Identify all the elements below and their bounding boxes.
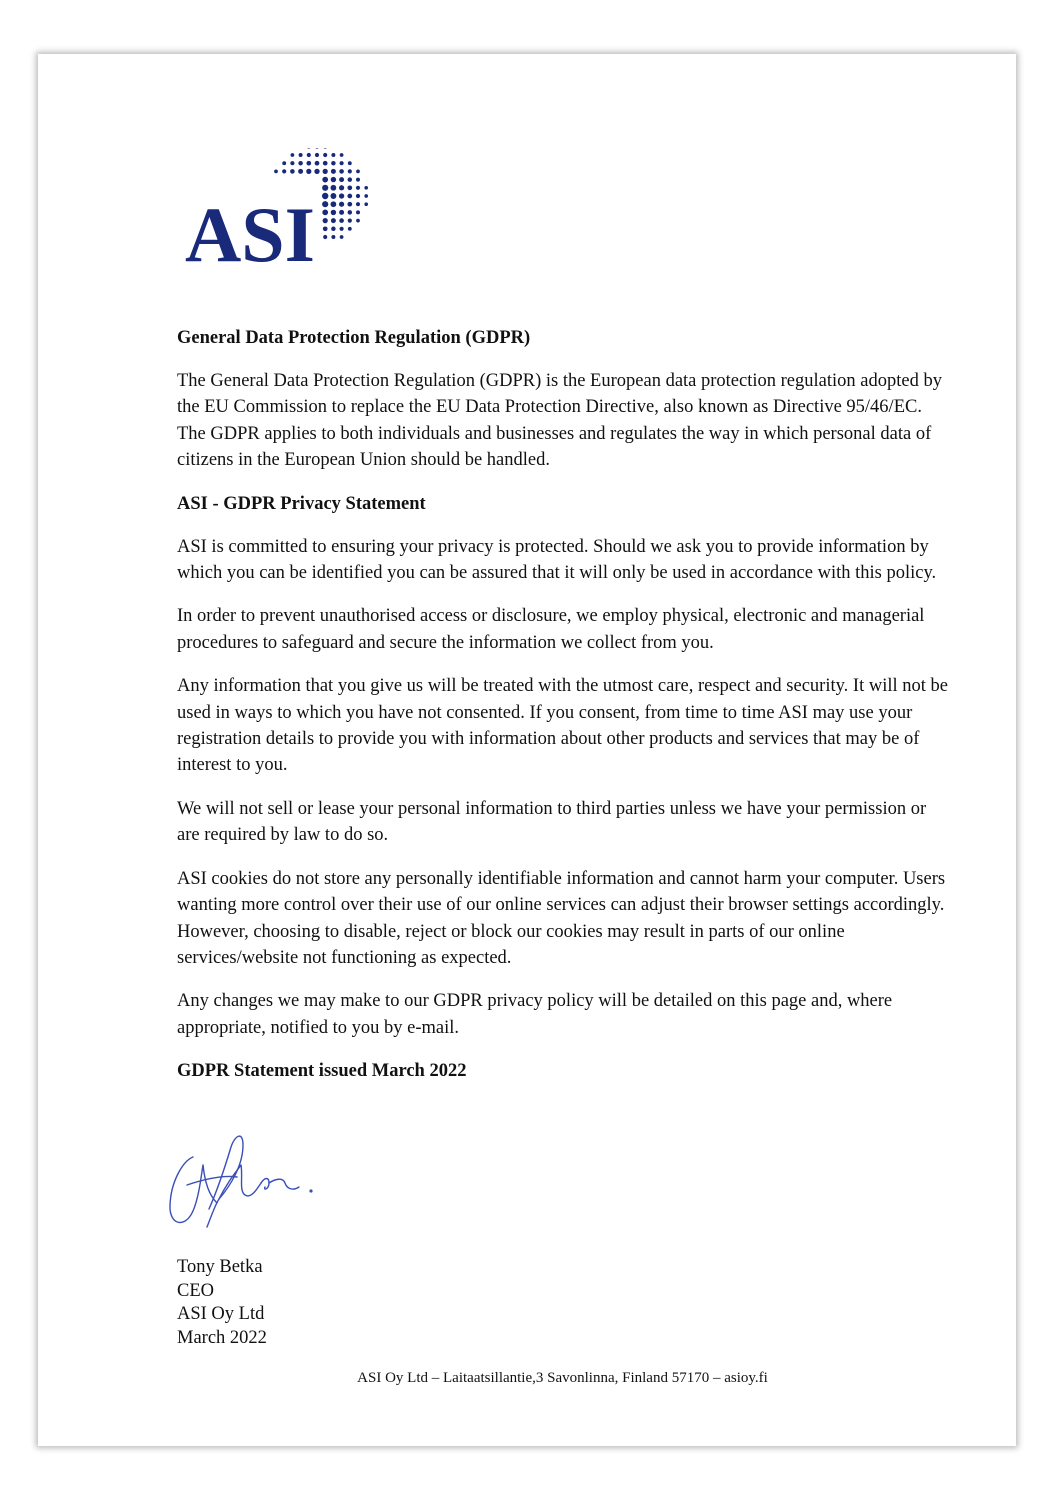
logo-dot xyxy=(356,219,360,223)
section-heading: General Data Protection Regulation (GDPR) xyxy=(177,328,531,348)
logo-dot xyxy=(364,186,368,190)
logo-dot xyxy=(331,201,337,207)
logo-dot xyxy=(356,178,360,182)
paragraph: Any information that you give us will be treated with the utmost care, respect and security. It will not be used in ways to which you have not consented. If you consent, from time to time ASI may use your registration details to provide you with information about other products and services that may be of interest to you. xyxy=(177,676,948,776)
logo-dot xyxy=(299,153,303,157)
logo-dot xyxy=(315,148,319,149)
logo-dot xyxy=(331,227,336,232)
logo-dot xyxy=(322,210,328,216)
paragraph: Any changes we may make to our GDPR privacy policy will be detailed on this page and, where appropriate, notified to you by e-mail. xyxy=(177,991,893,1038)
logo-dot xyxy=(322,201,328,207)
logo-dot xyxy=(339,169,344,174)
logo-dot xyxy=(323,226,328,231)
logo-dot xyxy=(315,161,320,166)
signatory-name: Tony Betka xyxy=(177,1257,263,1277)
logo-dot xyxy=(322,185,328,191)
logo-dot xyxy=(339,185,344,190)
asi-logo-graphic xyxy=(185,148,370,268)
logo-dot xyxy=(348,227,352,231)
signatory-company: ASI Oy Ltd xyxy=(177,1304,265,1324)
paragraph: We will not sell or lease your personal information to third parties unless we have your permission or are required by law to do so. xyxy=(177,798,927,846)
logo-dot xyxy=(331,210,336,215)
logo-dot xyxy=(331,218,336,223)
asi-logo xyxy=(185,148,370,268)
logo-dot xyxy=(291,153,295,157)
logo-dot xyxy=(274,170,278,174)
logo-dot xyxy=(307,153,311,157)
logo-dot xyxy=(340,235,344,239)
logo-dot xyxy=(356,194,360,198)
paragraph: In order to prevent unauthorised access or disclosure, we employ physical, electronic and managerial procedures to safeguard and secure the information we collect from you. xyxy=(177,606,925,653)
logo-dot xyxy=(356,210,360,214)
logo-dot xyxy=(323,161,328,166)
logo-dot xyxy=(340,161,344,165)
logo-dot xyxy=(339,193,344,198)
logo-dot xyxy=(323,148,327,149)
logo-dot xyxy=(290,169,295,174)
logo-dot xyxy=(347,202,352,207)
logo-dot xyxy=(331,177,336,182)
signatory-title: CEO xyxy=(177,1280,214,1301)
signature-icon xyxy=(165,1125,325,1240)
section-privacy-statement xyxy=(177,491,952,1042)
logo-dot xyxy=(322,177,328,183)
logo-dot xyxy=(331,153,335,157)
logo-dot xyxy=(339,218,344,223)
logo-dot xyxy=(330,193,336,199)
logo-dot xyxy=(323,235,327,239)
logo-dot xyxy=(331,185,337,191)
logo-dot xyxy=(347,185,352,190)
section-issued xyxy=(177,1058,952,1084)
logo-dot xyxy=(322,193,328,199)
logo-dot xyxy=(282,161,286,165)
signature-graphic xyxy=(165,1125,325,1240)
section-heading: GDPR Statement issued March 2022 xyxy=(177,1061,467,1082)
logo-dot xyxy=(356,186,360,190)
logo-dot xyxy=(298,161,303,166)
logo-dot xyxy=(331,161,336,166)
logo-dot xyxy=(340,153,344,157)
paragraph: The General Data Protection Regulation (GDPR) is the European data protection regulation adopted by the EU Commission to replace the EU Data Protection Directive, also known as Directive 95/46/EC. The GDPR applies to both individuals and businesses and regulates the way in which personal data of citizens in the European Union should be handled. xyxy=(177,371,942,471)
logo-dot xyxy=(323,218,328,223)
logo-dot xyxy=(348,161,352,165)
signatory-date: March 2022 xyxy=(177,1327,267,1348)
logo-dot xyxy=(356,202,360,206)
logo-dot xyxy=(315,153,319,157)
section-gdpr-intro xyxy=(177,325,952,474)
logo-dot xyxy=(339,210,344,215)
logo-dot xyxy=(364,194,368,198)
logo-dot xyxy=(282,169,286,173)
logo-dot xyxy=(348,210,353,215)
logo-dot xyxy=(340,227,344,231)
logo-dot xyxy=(331,235,335,239)
logo-wordmark: ASI xyxy=(185,191,315,268)
logo-dot xyxy=(290,161,294,165)
paragraph: ASI cookies do not store any personally identifiable information and cannot harm your computer. Users wanting more control over their use of our online services can adjust their browser settings accordingly. However, choosing to disable, reject or block our cookies may result in parts of our online services/website not functioning as expected. xyxy=(177,868,946,968)
logo-dot xyxy=(307,148,311,149)
logo-dot xyxy=(306,169,311,174)
logo-dot xyxy=(339,177,344,182)
logo-dot xyxy=(364,202,368,206)
logo-dot xyxy=(323,153,327,157)
logo-dot xyxy=(348,177,353,182)
section-heading: ASI - GDPR Privacy Statement xyxy=(177,493,426,514)
paragraph: ASI is committed to ensuring your privacy is protected. Should we ask you to provide information by which you can be identified you can be assured that it will only be used in accordance with this policy. xyxy=(177,536,937,584)
logo-dot xyxy=(331,169,336,174)
logo-dot xyxy=(339,202,344,207)
logo-dot xyxy=(348,169,352,173)
document-body xyxy=(177,325,952,1101)
logo-dot xyxy=(323,169,328,174)
logo-dot xyxy=(306,161,311,166)
logo-dot xyxy=(356,170,360,174)
signatory-block xyxy=(177,1256,267,1350)
logo-dot xyxy=(314,169,319,174)
page-footer: ASI Oy Ltd – Laitaatsillantie,3 Savonlinna, Finland 57170 – asioy.fi xyxy=(357,1370,768,1386)
logo-dot xyxy=(348,219,352,223)
logo-dot xyxy=(347,194,352,199)
logo-dot xyxy=(298,169,303,174)
